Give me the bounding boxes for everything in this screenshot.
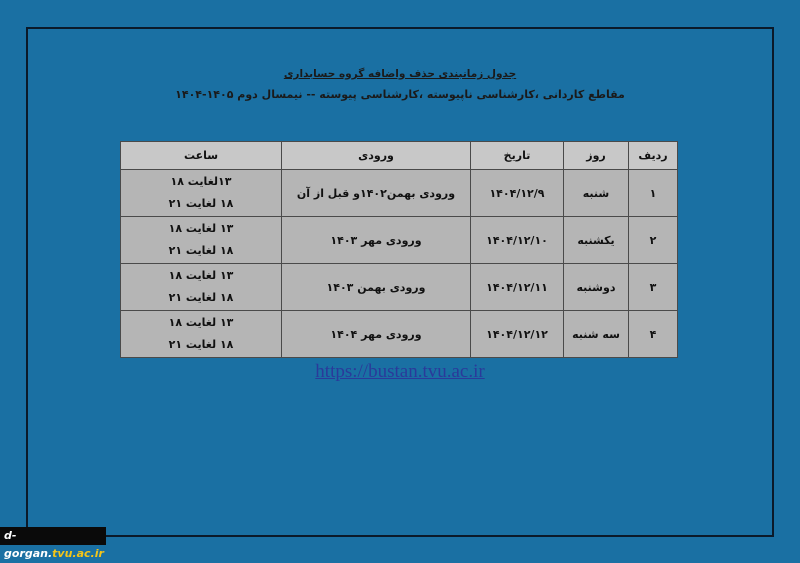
cell-entry: ورودی مهر ۱۴۰۴ — [282, 311, 471, 358]
cell-day: سه شنبه — [564, 311, 629, 358]
table-row — [121, 217, 678, 264]
hour-line-2: ۱۸ لغایت ۲۱ — [168, 244, 234, 257]
header-entry: ورودی — [282, 142, 471, 170]
cell-day: یکشنبه — [564, 217, 629, 264]
table-row — [121, 264, 678, 311]
cell-entry: ورودی مهر ۱۴۰۳ — [282, 217, 471, 264]
header-day: روز — [564, 142, 629, 170]
header-hour: ساعت — [121, 142, 282, 170]
registration-link[interactable]: https://bustan.tvu.ac.ir — [315, 361, 485, 382]
cell-day: دوشنبه — [564, 264, 629, 311]
header-date: تاریخ — [471, 142, 564, 170]
hour-line-1: ۱۳ لغایت ۱۸ — [168, 269, 234, 282]
schedule-subtitle: مقاطع کاردانی ،کارشناسی ناپیوسته ،کارشناسی پیوسته -- نیمسال دوم ۱۴۰۵-۱۴۰۴ — [175, 88, 625, 101]
table-header-row — [121, 142, 678, 170]
schedule-table — [120, 141, 678, 358]
cell-date: ۱۴۰۴/۱۲/۱۰ — [471, 217, 564, 264]
cell-date: ۱۴۰۴/۱۲/۹ — [471, 170, 564, 217]
cell-hour — [121, 311, 282, 358]
table-row — [121, 170, 678, 217]
hour-line-1: ۱۳ لغایت ۱۸ — [168, 222, 234, 235]
hour-line-2: ۱۸ لغایت ۲۱ — [168, 197, 234, 210]
hour-line-1: ۱۳لغایت ۱۸ — [170, 175, 232, 188]
site-badge-suffix: tvu.ac.ir — [52, 547, 104, 560]
cell-radif: ۴ — [629, 311, 678, 358]
cell-radif: ۱ — [629, 170, 678, 217]
cell-radif: ۳ — [629, 264, 678, 311]
site-badge-prefix: d-gorgan. — [4, 529, 53, 560]
cell-entry: ورودی بهمن ۱۴۰۳ — [282, 264, 471, 311]
cell-hour — [121, 170, 282, 217]
cell-day: شنبه — [564, 170, 629, 217]
table-row — [121, 311, 678, 358]
schedule-title: جدول زمانبندی حذف واضافه گروه حسابداری — [283, 68, 517, 80]
cell-radif: ۲ — [629, 217, 678, 264]
cell-hour — [121, 264, 282, 311]
header-radif: ردیف — [629, 142, 678, 170]
hour-line-2: ۱۸ لغایت ۲۱ — [168, 291, 234, 304]
hour-line-2: ۱۸ لغایت ۲۱ — [168, 338, 234, 351]
cell-date: ۱۴۰۴/۱۲/۱۲ — [471, 311, 564, 358]
cell-date: ۱۴۰۴/۱۲/۱۱ — [471, 264, 564, 311]
site-badge — [0, 527, 106, 560]
hour-line-1: ۱۳ لغایت ۱۸ — [168, 316, 234, 329]
cell-entry: ورودی بهمن۱۴۰۲و قبل از آن — [282, 170, 471, 217]
cell-hour — [121, 217, 282, 264]
